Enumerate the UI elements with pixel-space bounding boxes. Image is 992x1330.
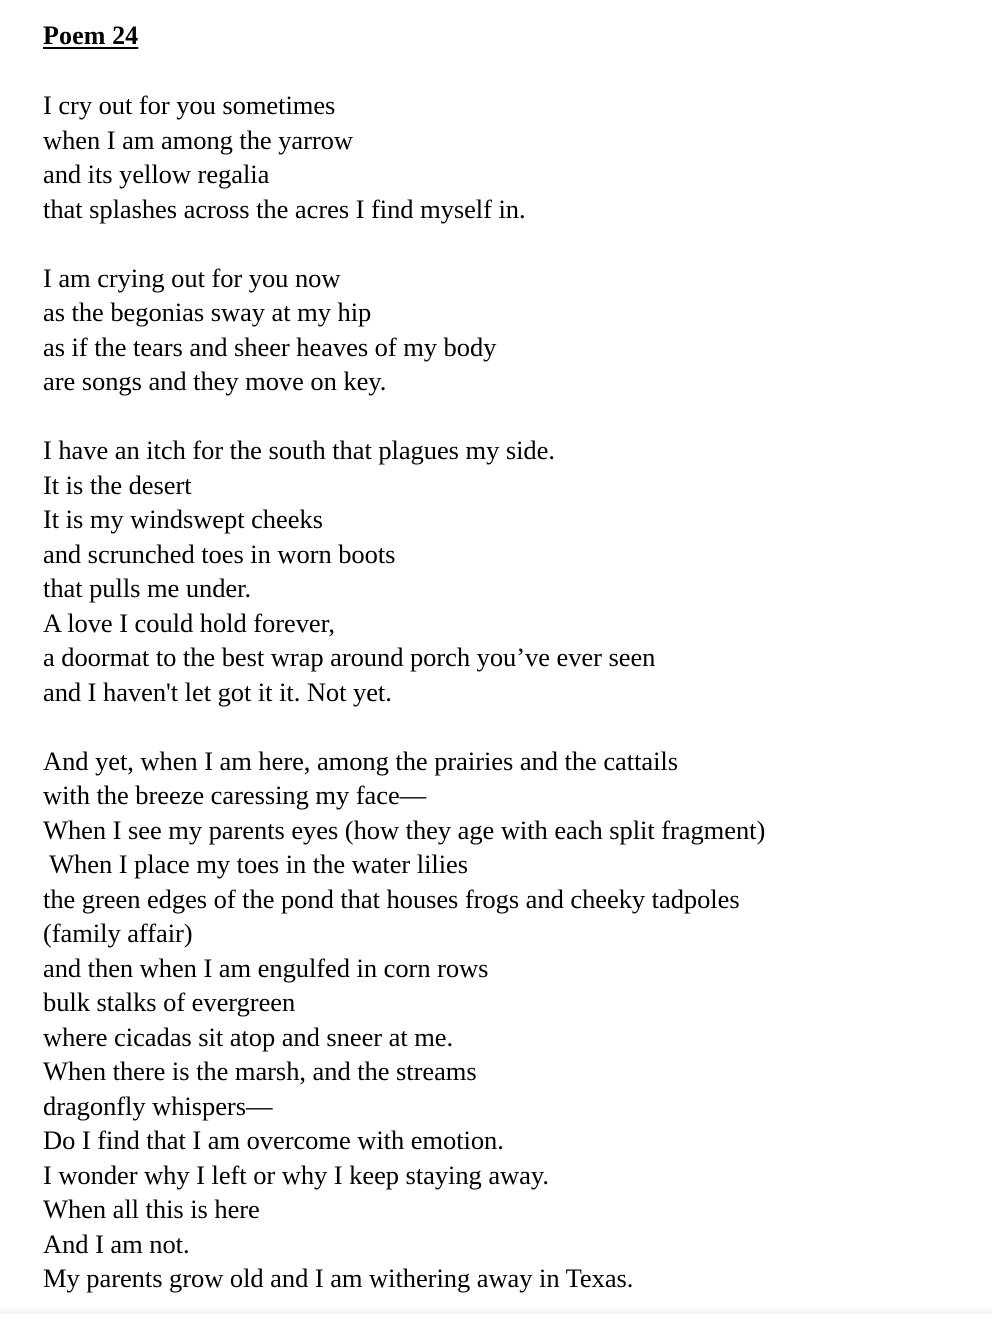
poem-line: When I see my parents eyes (how they age with each split fragment) [43,814,766,845]
poem-line: When all this is here [43,1194,260,1224]
poem-line: and scrunched toes in worn boots [43,538,396,569]
poem-line: with the breeze caressing my face— [43,780,427,810]
stanza [43,744,973,1296]
poem-title: Poem 24 [43,21,139,50]
poem-line: (family affair) [43,918,193,948]
poem-line: I have an itch for the south that plagues my side. [43,435,555,465]
poem-line: that splashes across the acres I find myself in. [43,193,526,224]
poem-line: When I place my toes in the water lilies [43,849,469,879]
poem-page [43,18,973,1330]
poem-line: that pulls me under. [43,573,252,603]
stanza [43,261,973,399]
poem-line: as if the tears and sheer heaves of my body [43,331,497,362]
poem-line: Do I find that I am overcome with emotion. [43,1125,504,1155]
poem-line: a doormat to the best wrap around porch you’ve ever seen [43,642,656,672]
poem-line: A love I could hold forever, [43,607,335,638]
poem-line: dragonfly whispers— [43,1090,273,1121]
poem-line: And yet, when I am here, among the prairies and the cattails [43,745,678,776]
poem-line: the green edges of the pond that houses frogs and cheeky tadpoles [43,883,740,914]
poem-body [43,88,973,1296]
poem-line: bulk stalks of evergreen [43,987,296,1017]
poem-line: It is the desert [43,469,192,500]
poem-line: where cicadas sit atop and sneer at me. [43,1021,454,1052]
page-bottom-edge [0,1306,992,1314]
poem-line: I am crying out for you now [43,262,341,293]
poem-line: as the begonias sway at my hip [43,297,372,327]
poem-line: And I am not. [43,1228,190,1259]
stanza [43,88,973,226]
poem-line: I wonder why I left or why I keep staying away. [43,1159,549,1190]
poem-line: are songs and they move on key. [43,366,387,396]
poem-line: When there is the marsh, and the streams [43,1056,477,1086]
poem-line: and its yellow regalia [43,159,270,189]
poem-line: when I am among the yarrow [43,124,353,155]
stanza [43,433,973,709]
poem-line: and I haven't let got it it. Not yet. [43,676,392,707]
poem-line: It is my windswept cheeks [43,504,323,534]
poem-line: I cry out for you sometimes [43,90,336,120]
poem-line: and then when I am engulfed in corn rows [43,952,489,983]
poem-line: My parents grow old and I am withering away in Texas. [43,1263,634,1293]
